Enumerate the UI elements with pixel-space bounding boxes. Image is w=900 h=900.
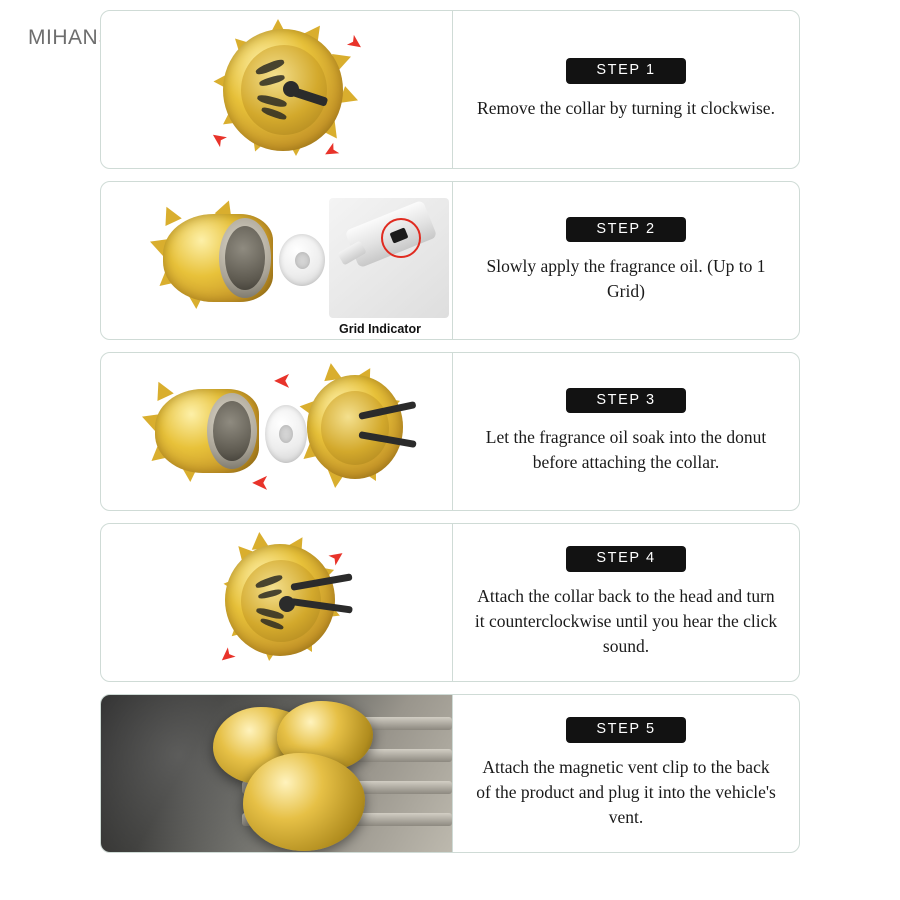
step-caption: Remove the collar by turning it clockwise. (477, 97, 775, 118)
step-2-illustration (101, 182, 453, 339)
rotation-arrow-icon: ➤ (342, 29, 369, 57)
step-row (100, 523, 800, 682)
vent-slot (255, 573, 284, 589)
gear-cavity-inner (213, 401, 251, 461)
step-4-text (453, 524, 799, 681)
step-badge: STEP 2 (566, 217, 685, 243)
vent-slot (258, 588, 283, 600)
step-5-photo (101, 695, 453, 852)
step-caption: Let the fragrance oil soak into the donut before attaching the collar. (485, 427, 767, 473)
illustration-canvas (101, 524, 452, 681)
step-caption: Attach the collar back to the head and turn it counterclockwise until you hear the click sound. (474, 585, 778, 656)
step-caption: Slowly apply the fragrance oil. (Up to 1 Grid) (486, 256, 766, 302)
direction-arrow-icon: ➤ (251, 470, 270, 495)
step-badge: STEP 5 (566, 717, 685, 743)
gear-spike (158, 203, 181, 226)
vent-slot (256, 93, 287, 108)
step-caption: Attach the magnetic vent clip to the back of the product and plug it into the vehicle's vent. (476, 756, 776, 827)
gold-product-front (243, 753, 365, 851)
step-3-text (453, 353, 799, 510)
step-5-text (453, 695, 799, 852)
step-row (100, 352, 800, 511)
rotation-arrow-icon: ➤ (318, 137, 344, 165)
car-vent-photo (101, 695, 452, 852)
steps-list (100, 10, 800, 865)
oil-bottle-photo (329, 198, 449, 318)
gear-cavity-inner (225, 226, 265, 290)
step-1-text (453, 11, 799, 168)
step-badge: STEP 4 (566, 546, 685, 572)
illustration-canvas (101, 353, 452, 510)
vent-slot (259, 74, 286, 88)
nozzle-hub (283, 81, 299, 97)
direction-arrow-icon: ➤ (273, 368, 292, 393)
illustration-canvas (101, 11, 452, 168)
step-badge: STEP 1 (566, 58, 685, 84)
step-4-illustration (101, 524, 453, 681)
step-2-text (453, 182, 799, 339)
step-row (100, 181, 800, 340)
collar-face (321, 391, 389, 465)
rotation-arrow-icon: ➤ (205, 125, 232, 153)
brand-text-primary: MIHAN (28, 26, 99, 49)
rotation-arrow-icon: ➤ (214, 642, 241, 670)
donut-hole (279, 425, 293, 443)
step-1-illustration (101, 11, 453, 168)
illustration-canvas (101, 182, 452, 339)
gear-spike (150, 378, 173, 401)
step-row (100, 694, 800, 853)
donut-hole (295, 252, 310, 269)
step-3-illustration (101, 353, 453, 510)
vent-slot (260, 617, 285, 631)
vent-slot (261, 106, 288, 121)
grid-indicator-label: Grid Indicator (339, 322, 421, 336)
rotation-arrow-icon: ➤ (323, 543, 350, 571)
step-row (100, 10, 800, 169)
highlight-circle-icon (381, 218, 421, 258)
step-badge: STEP 3 (566, 388, 685, 414)
